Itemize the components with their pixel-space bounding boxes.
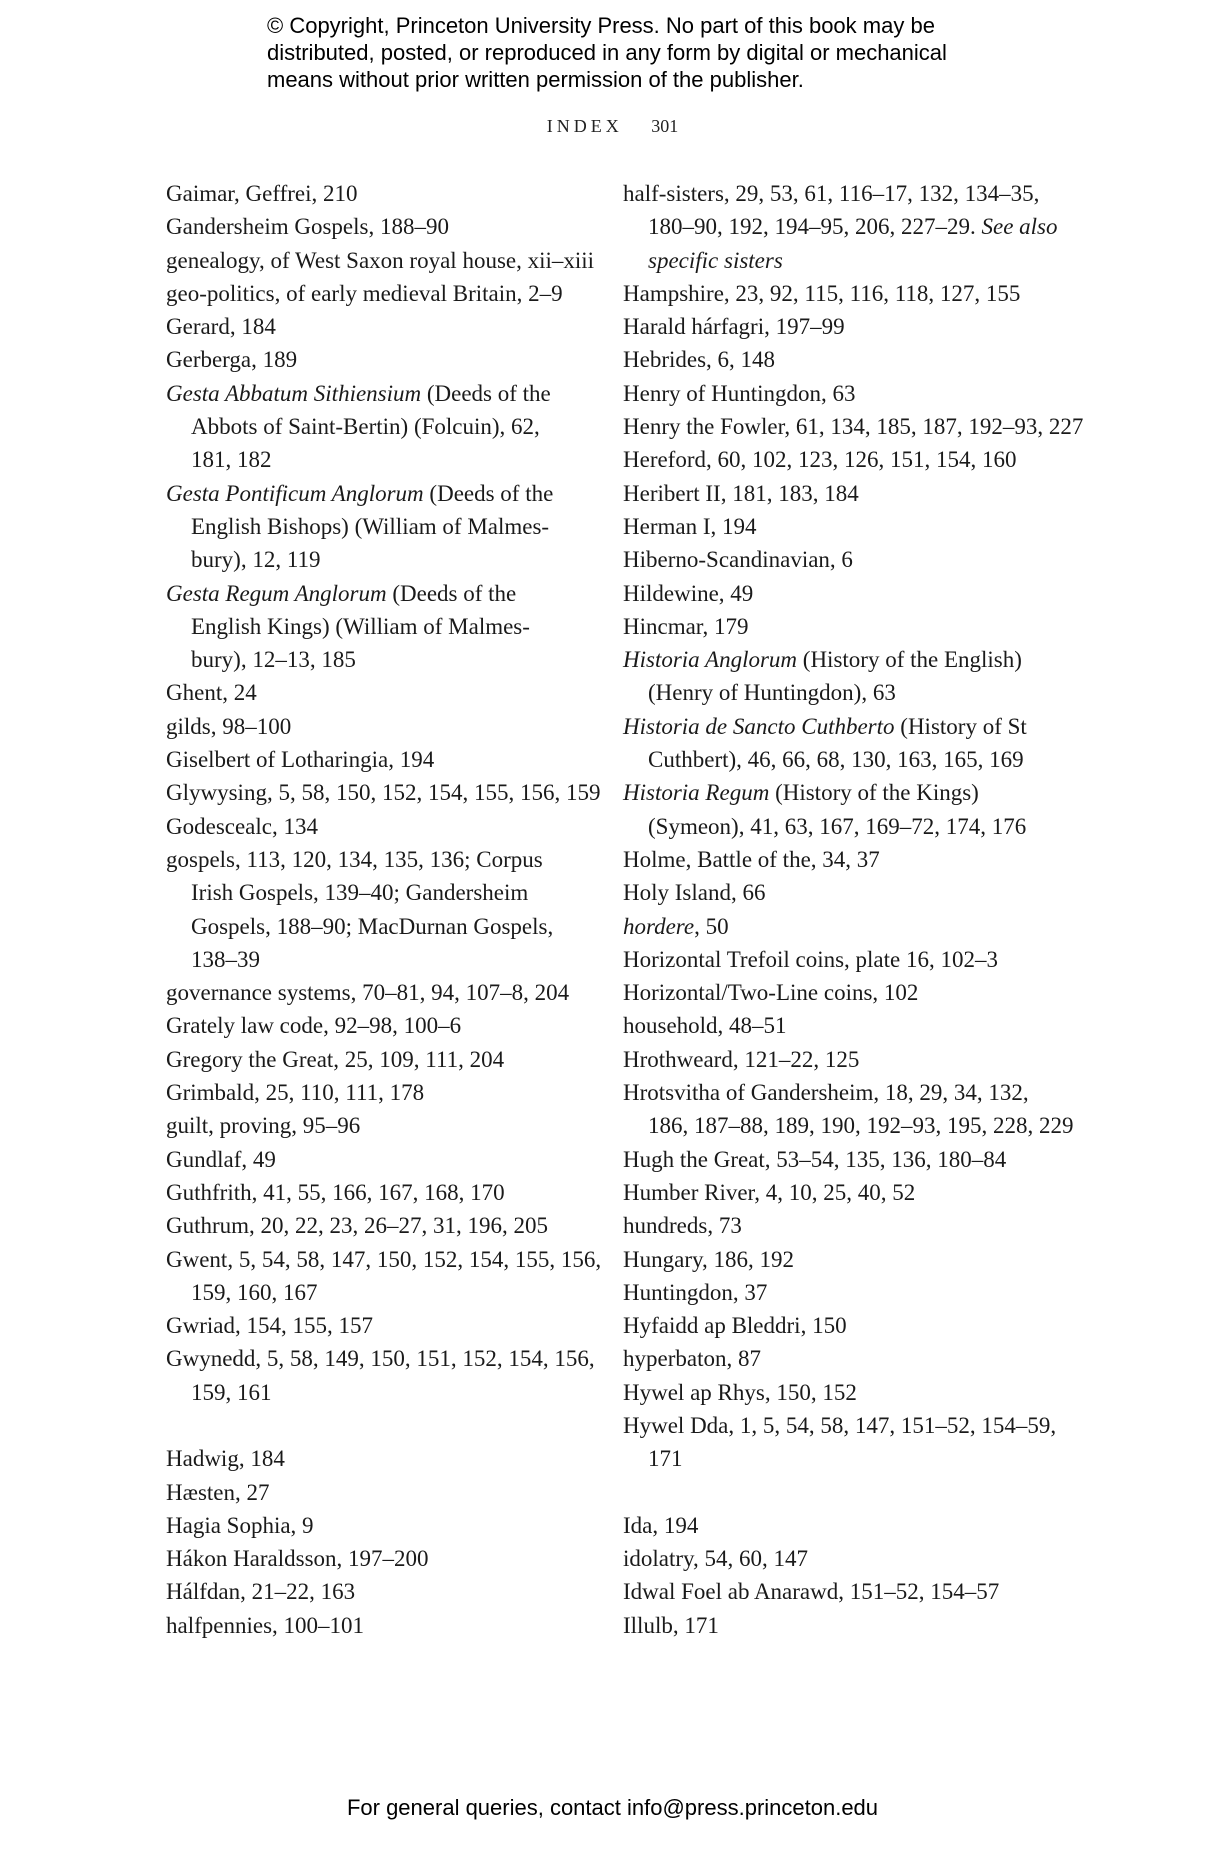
index-entry: Hungary, 186, 192: [623, 1246, 794, 1272]
index-entry: Guthfrith, 41, 55, 166, 167, 168, 170: [166, 1179, 505, 1205]
copyright-line: © Copyright, Princeton University Press. No part of this book may be: [267, 13, 935, 38]
index-entry: Glywysing, 5, 58, 150, 152, 154, 155, 156, 159: [166, 780, 601, 806]
index-entry: Gwynedd, 5, 58, 149, 150, 151, 152, 154, 156, 159, 161: [166, 1346, 595, 1405]
index-entry: gospels, 113, 120, 134, 135, 136; Corpus Irish Gospels, 139–40; Gandersheim Gospels, 188–90; MacDurnan Gospels, 138–39: [166, 846, 554, 972]
index-entry: Gaimar, Geffrei, 210: [166, 181, 358, 206]
index-entry: Ghent, 24: [166, 680, 257, 706]
index-entry: Hugh the Great, 53–54, 135, 136, 180–84: [623, 1146, 1007, 1172]
index-entry: Gwriad, 154, 155, 157: [166, 1313, 373, 1339]
index-entry: Herman I, 194: [623, 513, 757, 539]
index-entry: Hampshire, 23, 92, 115, 116, 118, 127, 155: [623, 280, 1021, 306]
index-entry: Hyfaidd ap Bleddri, 150: [623, 1313, 847, 1339]
index-entry: Harald hárfagri, 197–99: [623, 314, 845, 340]
index-entry: household, 48–51: [623, 1013, 787, 1039]
footer-contact: For general queries, contact info@press.princeton.edu: [346, 1795, 879, 1820]
index-entry: Hebrides, 6, 148: [623, 347, 776, 373]
index-entry: Horizontal Trefoil coins, plate 16, 102–3: [623, 946, 998, 972]
index-entry: Illulb, 171: [623, 1612, 719, 1638]
index-entry: Ida, 194: [623, 1512, 699, 1538]
index-entry: Hálfdan, 21–22, 163: [166, 1579, 356, 1605]
index-entry: Gandersheim Gospels, 188–90: [166, 214, 449, 240]
index-entry: governance systems, 70–81, 94, 107–8, 204: [166, 980, 570, 1006]
index-entry: Hereford, 60, 102, 123, 126, 151, 154, 160: [623, 447, 1017, 473]
index-entry: Gerberga, 189: [166, 347, 298, 373]
index-entry: halfpennies, 100–101: [166, 1612, 365, 1638]
index-entry: half-sisters, 29, 53, 61, 116–17, 132, 134–35, 180–90, 192, 194–95, 206, 227–29. See also specific sisters: [623, 181, 1058, 273]
index-entry: Hincmar, 179: [623, 613, 749, 639]
index-entry: gilds, 98–100: [166, 713, 292, 739]
index-entry: genealogy, of West Saxon royal house, xii–xiii: [166, 247, 595, 273]
see-also-reference: See also: [981, 214, 1058, 240]
index-entry: Giselbert of Lotharingia, 194: [166, 747, 435, 773]
index-entry: Humber River, 4, 10, 25, 40, 52: [623, 1179, 916, 1205]
index-entry: hordere, 50: [623, 913, 729, 939]
index-entry: Gundlaf, 49: [166, 1146, 276, 1172]
index-entry: Huntingdon, 37: [623, 1279, 768, 1305]
index-entry: Gregory the Great, 25, 109, 111, 204: [166, 1046, 505, 1072]
index-entry: Historia de Sancto Cuthberto (History of St Cuthbert), 46, 66, 68, 130, 163, 165, 169: [623, 713, 1027, 773]
index-entry: Holy Island, 66: [623, 880, 766, 906]
index-entry: idolatry, 54, 60, 147: [623, 1546, 809, 1572]
copyright-line: means without prior written permission of the publisher.: [267, 67, 804, 92]
index-entry: Historia Regum (History of the Kings) (Symeon), 41, 63, 167, 169–72, 174, 176: [623, 780, 1027, 839]
index-entry: Guthrum, 20, 22, 23, 26–27, 31, 196, 205: [166, 1213, 549, 1239]
page-number: 301: [651, 116, 679, 136]
index-entry: Hadwig, 184: [166, 1446, 285, 1472]
index-entry: Gesta Abbatum Sithiensium (Deeds of the Abbots of Saint-Bertin) (Folcuin), 62, 181, 182: [166, 380, 551, 473]
index-entry: Idwal Foel ab Anarawd, 151–52, 154–57: [623, 1579, 1000, 1605]
index-entry: Hiberno-Scandinavian, 6: [623, 547, 853, 573]
index-entry: Henry the Fowler, 61, 134, 185, 187, 192–93, 227: [623, 414, 1084, 440]
index-entry: Hagia Sophia, 9: [166, 1512, 314, 1538]
index-entry: Historia Anglorum (History of the English) (Henry of Huntingdon), 63: [623, 647, 1022, 706]
section-title: INDEX: [546, 116, 623, 136]
index-entry: Hákon Haraldsson, 197–200: [166, 1546, 429, 1572]
see-also-reference: specific sisters: [648, 247, 783, 273]
index-entry: Gwent, 5, 54, 58, 147, 150, 152, 154, 155, 156, 159, 160, 167: [166, 1246, 602, 1305]
index-entry: Grately law code, 92–98, 100–6: [166, 1013, 462, 1039]
running-head: [0, 116, 1225, 137]
copyright-line: distributed, posted, or reproduced in any form by digital or mechanical: [267, 40, 947, 65]
index-entry-title: Historia Anglorum: [623, 647, 798, 673]
index-entry-title: Gesta Abbatum Sithiensium: [166, 380, 422, 406]
index-entry: Hywel ap Rhys, 150, 152: [623, 1379, 857, 1405]
index-column-right: [623, 177, 1084, 1642]
index-entry: Gesta Pontificum Anglorum (Deeds of the English Bishops) (William of Malmes- bury), 12, 119: [166, 480, 554, 573]
index-entry: Horizontal/Two-Line coins, 102: [623, 980, 919, 1006]
index-entry: Holme, Battle of the, 34, 37: [623, 846, 880, 872]
index-entry-title: Gesta Regum Anglorum: [166, 580, 387, 606]
index-entry: Hrotsvitha of Gandersheim, 18, 29, 34, 132, 186, 187–88, 189, 190, 192–93, 195, 228, 229: [623, 1080, 1074, 1139]
index-column-left: [166, 177, 602, 1642]
letter-section-gap: [623, 1476, 1043, 1509]
index-entry: guilt, proving, 95–96: [166, 1113, 361, 1139]
index-entry: Gerard, 184: [166, 314, 276, 340]
letter-section-gap: [166, 1409, 596, 1442]
index-entry: Hæsten, 27: [166, 1479, 270, 1505]
index-entry: Hrothweard, 121–22, 125: [623, 1046, 860, 1072]
index-entry-title: Historia de Sancto Cuthberto: [623, 713, 895, 739]
index-entry-title: Historia Regum: [623, 780, 770, 806]
index-entry: Grimbald, 25, 110, 111, 178: [166, 1080, 425, 1106]
index-entry: hundreds, 73: [623, 1213, 742, 1239]
index-entry: hyperbaton, 87: [623, 1346, 761, 1372]
index-entry-title: Gesta Pontificum Anglorum: [166, 480, 424, 506]
index-entry: Hywel Dda, 1, 5, 54, 58, 147, 151–52, 154–59, 171: [623, 1412, 1057, 1472]
index-entry: geo-politics, of early medieval Britain, 2–9: [166, 280, 563, 306]
index-entry: Heribert II, 181, 183, 184: [623, 480, 859, 506]
index-entry-title: hordere: [623, 913, 695, 939]
index-entry: Henry of Huntingdon, 63: [623, 380, 856, 406]
index-entry: Godescealc, 134: [166, 813, 318, 839]
index-entry: Hildewine, 49: [623, 580, 754, 606]
index-entry: Gesta Regum Anglorum (Deeds of the English Kings) (William of Malmes- bury), 12–13, 185: [166, 580, 530, 673]
copyright-notice: [267, 12, 1027, 93]
